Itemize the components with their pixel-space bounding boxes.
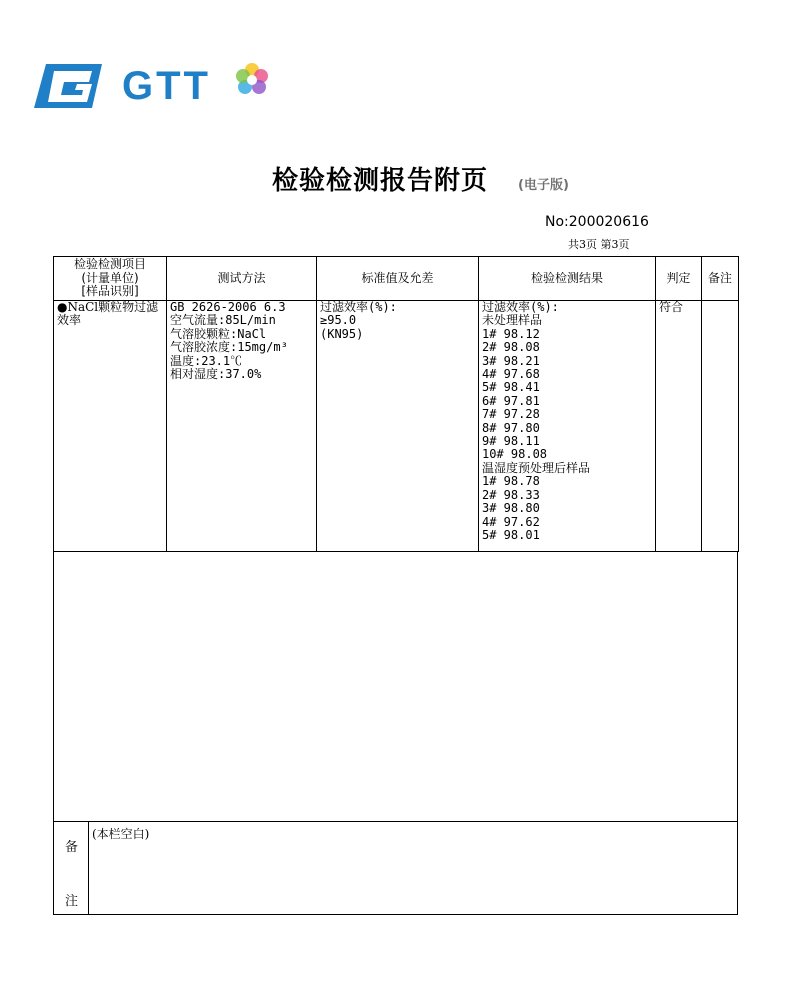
remarks-section [53, 821, 738, 915]
table-row [54, 301, 739, 552]
page-title: 检验检测报告附页 [271, 166, 488, 196]
cell-result: 过滤效率(%): 未处理样品 1# 98.12 2# 98.08 3# 98.21 4# 97.68 5# 98.41 6# 97.81 7# 97.28 8# 97.80 9# 98.11 10# 98.08 温湿度预处理后样品 1# 98.78 2# 98.33 3# 98.80 4# 97.62 5# 98.01 [479, 301, 656, 552]
remarks-label [54, 822, 89, 914]
header-test-item-line1: 检验检测项目 [73, 257, 146, 272]
page-info: 共3页 第3页 [568, 238, 630, 251]
results-table [53, 256, 739, 552]
header-test-item [54, 257, 167, 301]
edition-label: (电子版) [518, 178, 569, 193]
cell-test-method: GB 2626-2006 6.3 空气流量:85L/min 气溶胶颗粒:NaCl 气溶胶浓度:15mg/m³ 温度:23.1℃ 相对湿度:37.0% [167, 301, 317, 552]
logo-text: GTT [122, 64, 211, 108]
cell-judgement: 符合 [656, 301, 702, 552]
logo-flower-icon [234, 62, 270, 98]
report-number: No:200020616 [545, 214, 649, 230]
remarks-content: (本栏空白) [92, 827, 150, 841]
logo-mark-icon [34, 62, 104, 110]
blank-area [53, 551, 738, 821]
header-test-item-line3: [样品识别] [81, 284, 139, 299]
header-judgement: 判定 [656, 257, 702, 301]
header-test-item-line2: (计量单位) [81, 270, 139, 285]
cell-test-item: ●NaCl颗粒物过滤效率 [54, 301, 167, 552]
remarks-label-bottom: 注 [65, 894, 79, 909]
remarks-label-top: 备 [65, 840, 79, 855]
cell-standard: 过滤效率(%): ≥95.0 (KN95) [317, 301, 479, 552]
table-header-row [54, 257, 739, 301]
cell-remark [702, 301, 739, 552]
header-remark: 备注 [702, 257, 739, 301]
header-result: 检验检测结果 [479, 257, 656, 301]
header-test-method: 测试方法 [167, 257, 317, 301]
header-standard: 标准值及允差 [317, 257, 479, 301]
